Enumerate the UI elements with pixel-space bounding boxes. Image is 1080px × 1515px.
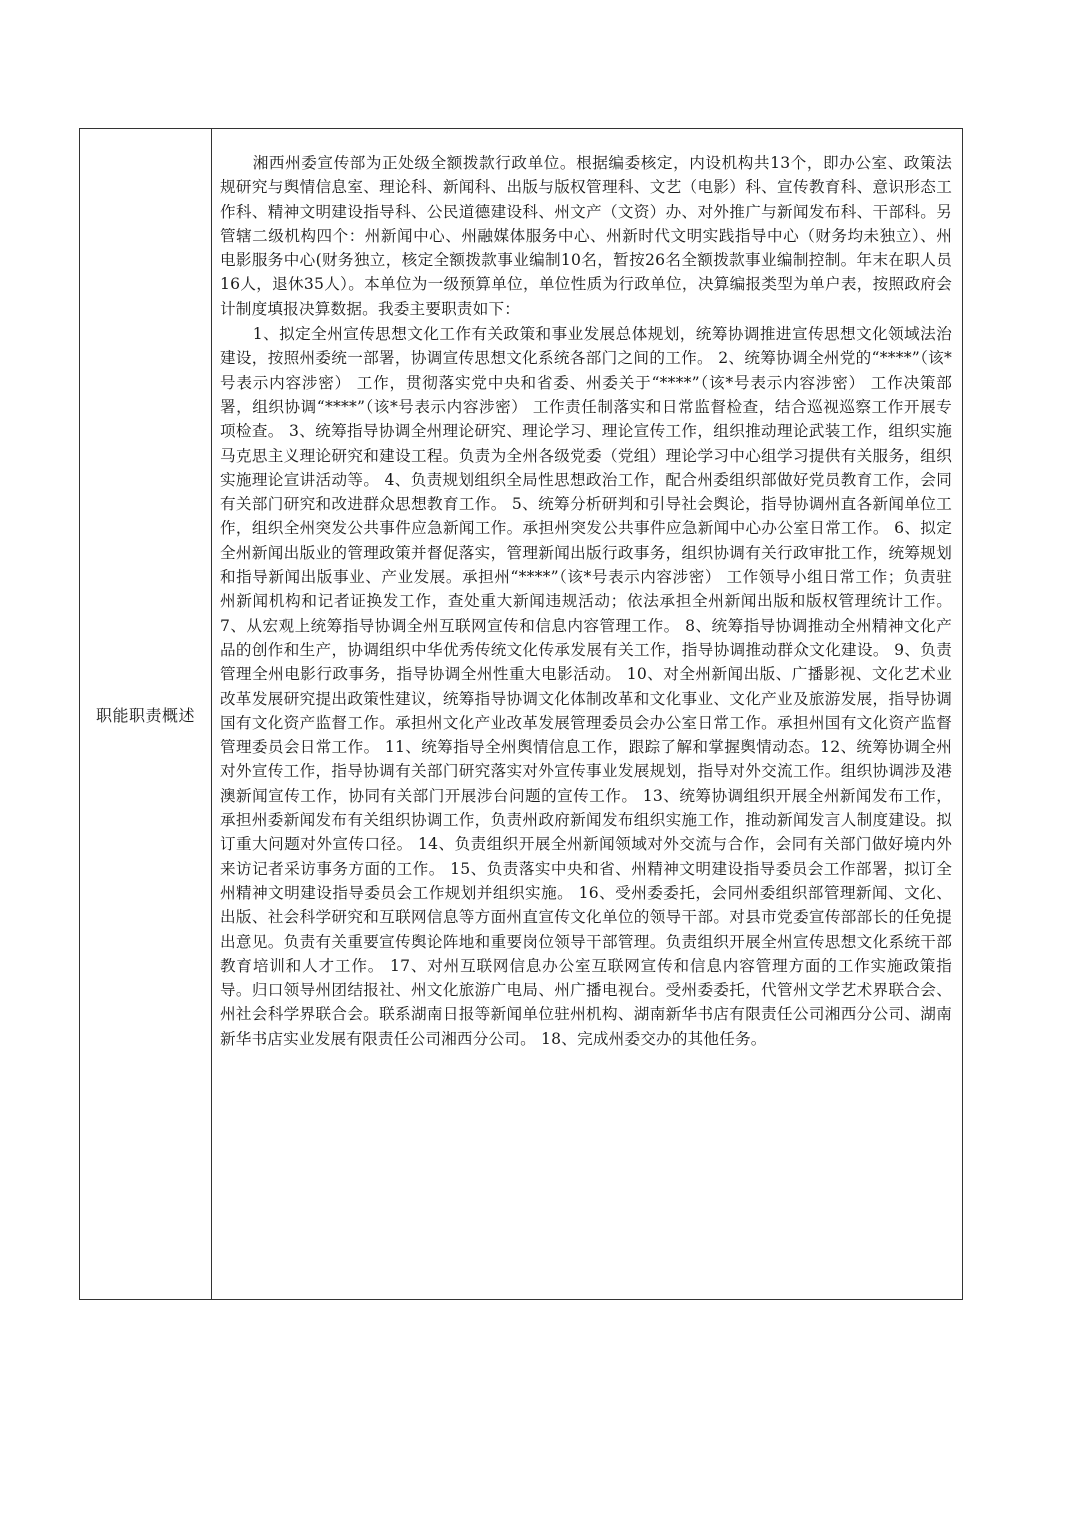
row-label: 职能职责概述 [95,705,195,725]
content-cell [212,129,962,1299]
duties-table [79,128,963,1300]
intro-paragraph: 湘西州委宣传部为正处级全额拨款行政单位。根据编委核定，内设机构共13个，即办公室、政策法规研究与舆情信息室、理论科、新闻科、出版与版权管理科、文艺（电影）科、宣传教育科、意识形态工作科、精神文明建设指导科、公民道德建设科、州文产（文资）办、对外推广与新闻发布科、干部科。另管辖二级机构四个：州新闻中心、州融媒体服务中心、州新时代文明实践指导中心（财务均未独立）、州电影服务中心(财务独立，核定全额拨款事业编制10名，暂按26名全额拨款事业编制控制。年末在职人员16人，退休35人）。本单位为一级预算单位，单位性质为行政单位，决算编报类型为单户表，按照政府会计制度填报决算数据。我委主要职责如下： [220,154,952,318]
label-cell [80,129,212,1299]
duties-paragraph: 1、拟定全州宣传思想文化工作有关政策和事业发展总体规划，统筹协调推进宣传思想文化领域法治建设，按照州委统一部署，协调宣传思想文化系统各部门之间的工作。 2、统筹协调全州党的“****”（该*号表示内容涉密） 工作，贯彻落实党中央和省委、州委关于“****”（该*号表示内容涉密） 工作决策部署，组织协调“****”（该*号表示内容涉密） 工作责任制落实和日常监督检查，结合巡视巡察工作开展专项检查。 3、统筹指导协调全州理论研究、理论学习、理论宣传工作，组织推动理论武装工作，组织实施马克思主义理论研究和建设工程。负责为全州各级党委（党组）理论学习中心组学习提供有关服务，组织实施理论宣讲活动等。 4、负责规划组织全局性思想政治工作，配合州委组织部做好党员教育工作，会同有关部门研究和改进群众思想教育工作。 5、统筹分析研判和引导社会舆论，指导协调州直各新闻单位工作，组织全州突发公共事件应急新闻工作。承担州突发公共事件应急新闻中心办公室日常工作。 6、拟定全州新闻出版业的管理政策并督促落实，管理新闻出版行政事务，组织协调有关行政审批工作，统筹规划和指导新闻出版事业、产业发展。承担州“****”（该*号表示内容涉密） 工作领导小组日常工作；负责驻州新闻机构和记者证换发工作，查处重大新闻违规活动；依法承担全州新闻出版和版权管理统计工作。 7、从宏观上统筹指导协调全州互联网宣传和信息内容管理工作。 8、统筹指导协调推动全州精神文化产品的创作和生产，协调组织中华优秀传统文化传承发展有关工作，指导协调推动群众文化建设。 9、负责管理全州电影行政事务，指导协调全州性重大电影活动。 10、对全州新闻出版、广播影视、文化艺术业改革发展研究提出政策性建议，统筹指导协调文化体制改革和文化事业、文化产业及旅游发展，指导协调国有文化资产监督工作。承担州文化产业改革发展管理委员会办公室日常工作。承担州国有文化资产监督管理委员会日常工作。 11、统筹指导全州舆情信息工作，跟踪了解和掌握舆情动态。12、统筹协调全州对外宣传工作，指导协调有关部门研究落实对外宣传事业发展规划，指导对外交流工作。组织协调涉及港澳新闻宣传工作，协同有关部门开展涉台问题的宣传工作。 13、统筹协调组织开展全州新闻发布工作，承担州委新闻发布有关组织协调工作，负责州政府新闻发布组织实施工作，推动新闻发言人制度建设。拟订重大问题对外宣传口径。 14、负责组织开展全州新闻领域对外交流与合作，会同有关部门做好境内外来访记者采访事务方面的工作。 15、负责落实中央和省、州精神文明建设指导委员会工作部署，拟订全州精神文明建设指导委员会工作规划并组织实施。 16、受州委委托，会同州委组织部管理新闻、文化、出版、社会科学研究和互联网信息等方面州直宣传文化单位的领导干部。对县市党委宣传部部长的任免提出意见。负责有关重要宣传舆论阵地和重要岗位领导干部管理。负责组织开展全州宣传思想文化系统干部教育培训和人才工作。 17、对州互联网信息办公室互联网宣传和信息内容管理方面的工作实施政策指导。归口领导州团结报社、州文化旅游广电局、州广播电视台。受州委委托，代管州文学艺术界联合会、州社会科学界联合会。联系湖南日报等新闻单位驻州机构、湖南新华书店有限责任公司湘西分公司、湖南新华书店实业发展有限责任公司湘西分公司。 18、完成州委交办的其他任务。 [220,325,952,1048]
